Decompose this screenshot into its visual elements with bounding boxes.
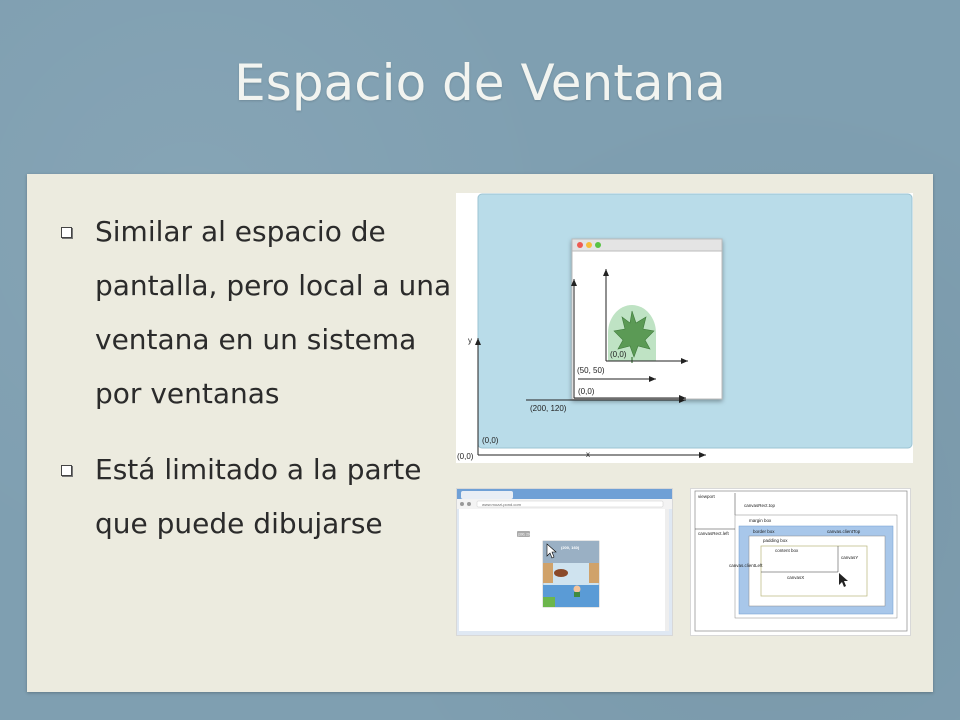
screen-origin-label: (0,0) [457, 452, 474, 461]
character-icon [574, 586, 581, 593]
bullet-item [58, 205, 453, 421]
address-url: www.mozzi-pond.com [482, 502, 521, 507]
coords-text: (200, 160) [561, 545, 580, 550]
pumpkin-icon [554, 569, 568, 577]
window-origin-label: (0,0) [578, 387, 595, 396]
padding-box-label: padding box [763, 538, 788, 543]
bullet-list [58, 205, 453, 551]
window-space-diagram-svg [456, 193, 913, 463]
browser-screenshot-svg [457, 489, 672, 635]
close-icon [577, 242, 583, 248]
margin-box-label: margin box [749, 518, 772, 523]
canvasY-label: canvasY [841, 555, 859, 560]
slide-title: Espacio de Ventana [234, 54, 726, 112]
clientTop-label: canvas.clientTop [827, 529, 861, 534]
bullet-item [58, 443, 453, 551]
border-box-label: border box [753, 529, 775, 534]
canvasX-label: canvasX [787, 575, 805, 580]
checkbox-bullet-icon [61, 465, 72, 476]
clientLeft-label: canvas.clientLeft [729, 563, 763, 568]
maximize-icon [595, 242, 601, 248]
checkbox-bullet-icon [61, 227, 72, 238]
back-icon [460, 502, 464, 506]
canvasRect-top-label: canvasRect.top [744, 503, 776, 508]
bullet-text: Está limitado a la parte que puede dibujarse [95, 453, 422, 540]
viewport-label: viewport [698, 494, 715, 499]
screen-origin-inner-label: (0,0) [482, 436, 499, 445]
window-offset-label: (200, 120) [530, 404, 567, 413]
minimize-icon [586, 242, 592, 248]
canvas-offset-label: (50, 50) [577, 366, 605, 375]
forward-icon [467, 502, 471, 506]
bullet-text: Similar al espacio de pantalla, pero local a una ventana en un sistema por ventanas [95, 215, 452, 410]
window-space-diagram [456, 193, 913, 463]
tooltip-text: (300, 200) [518, 532, 533, 537]
x-axis-label: x [586, 450, 590, 459]
box-model-diagram [690, 488, 911, 636]
browser-screenshot [456, 488, 673, 636]
content-box-label: content box [775, 548, 799, 553]
canvas-origin-label: (0,0) [610, 350, 627, 359]
y-axis-label: y [468, 336, 472, 345]
canvasRect-left-label: canvasRect.left [698, 531, 729, 536]
content-box [761, 546, 867, 596]
box-model-svg [691, 489, 910, 635]
browser-tab [461, 491, 513, 499]
